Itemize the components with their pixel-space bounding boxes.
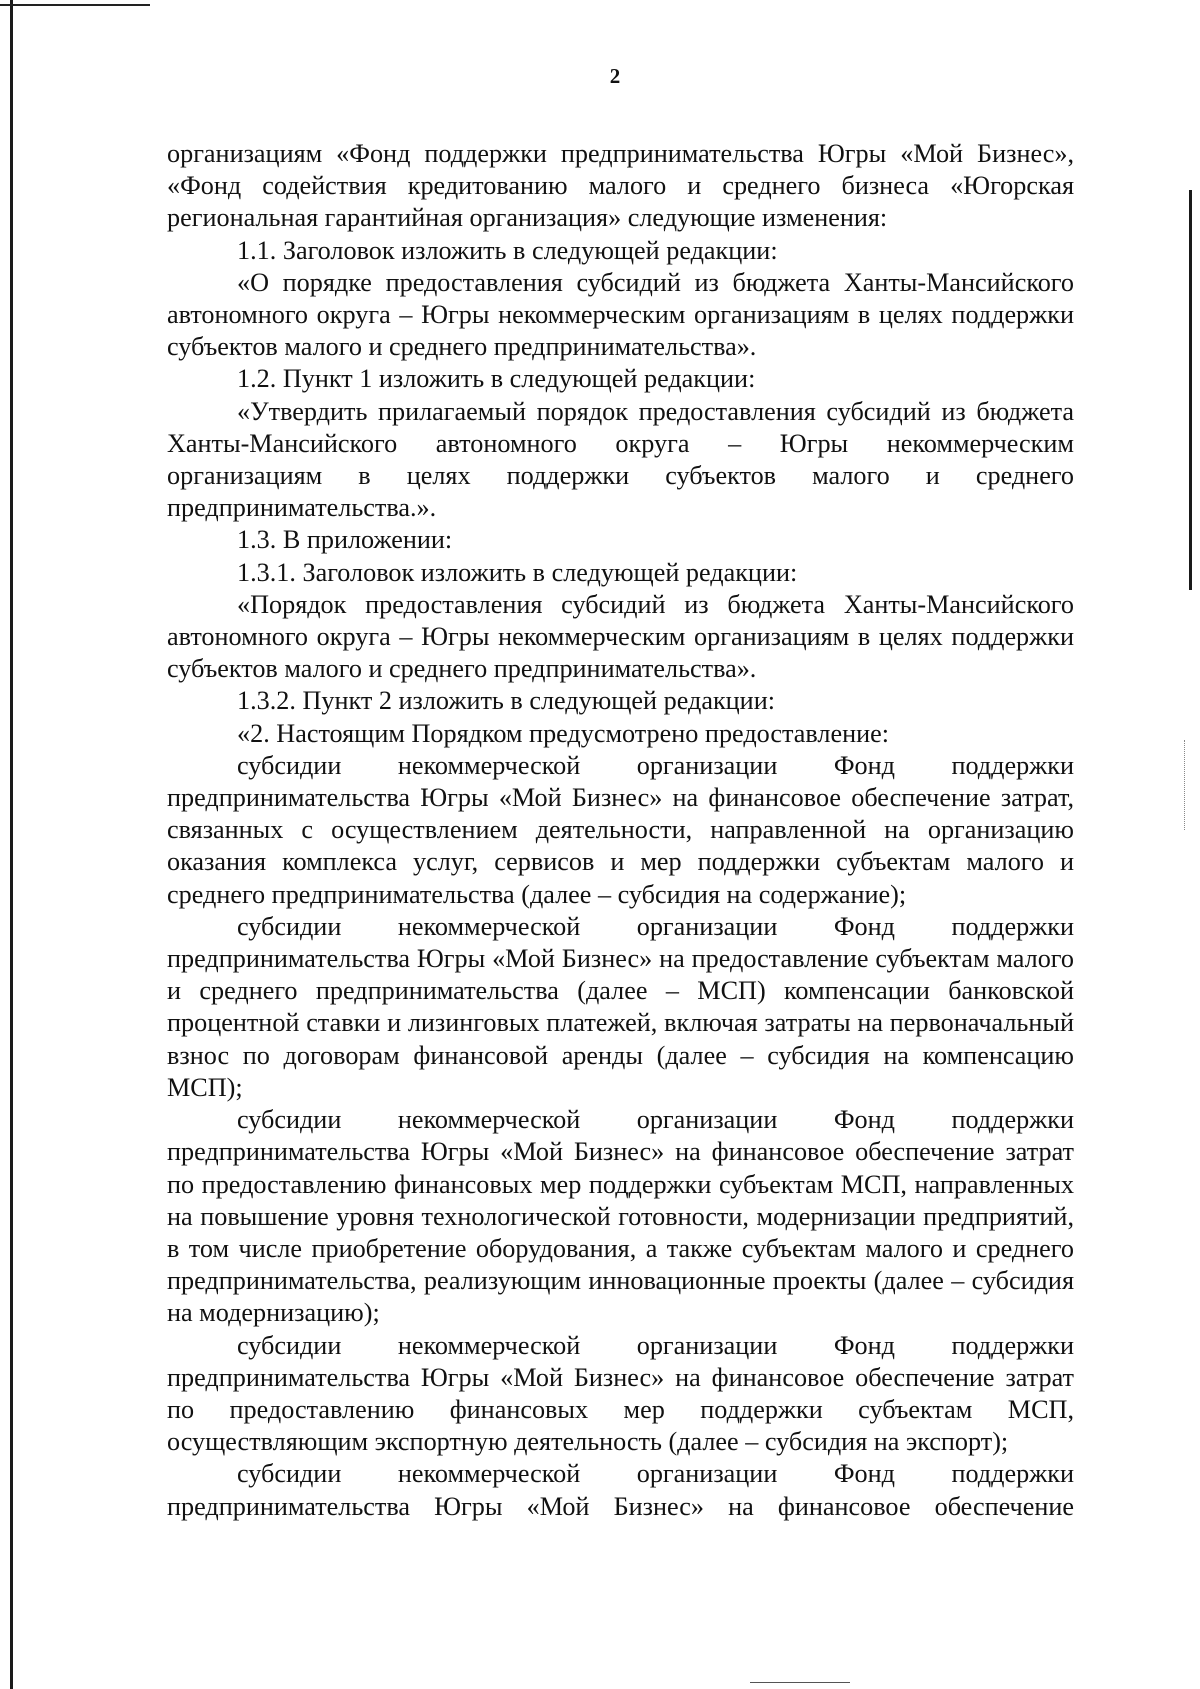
scan-edge-left [10, 0, 13, 1689]
paragraph: 1.3.2. Пункт 2 изложить в следующей редакции: [237, 686, 775, 716]
scan-dots-right [1184, 740, 1186, 830]
paragraph: 1.1. Заголовок изложить в следующей редакции: [237, 235, 778, 265]
paragraph: субсидии некоммерческой организации Фонд поддержки предпринимательства Югры «Мой Бизнес» на финансовое обеспечение затрат по предоставлению финансовых мер поддержки субъектам МСП, осуществляющим экспортную деятельность (далее – субсидия на экспорт); [167, 1330, 1074, 1457]
paragraph: организациям «Фонд поддержки предпринимательства Югры «Мой Бизнес», «Фонд содействия кредитованию малого и среднего бизнеса «Югорская региональная гарантийная организация» следующие изменения: [167, 139, 1074, 233]
paragraph: «Утвердить прилагаемый порядок предоставления субсидий из бюджета Ханты-Мансийского автономного округа – Югры некоммерческим организациям в целях поддержки субъектов малого и среднего предпринимательства.». [167, 396, 1074, 523]
paragraph: субсидии некоммерческой организации Фонд поддержки предпринимательства Югры «Мой Бизнес» на финансовое обеспечение затрат по предоставлению финансовых мер поддержки субъектам МСП, направленных на повышение уровня технологической готовности, модернизации предприятий, в том числе приобретение оборудования, а также субъектам малого и среднего предпринимательства, реализующим инновационные проекты (далее – субсидия на модернизацию); [167, 1105, 1074, 1328]
scan-bottom-line [750, 1682, 850, 1683]
paragraph: «2. Настоящим Порядком предусмотрено предоставление: [237, 718, 890, 748]
paragraph: 1.3.1. Заголовок изложить в следующей редакции: [237, 557, 798, 587]
scan-edge-right [1189, 190, 1192, 590]
paragraph: «О порядке предоставления субсидий из бюджета Ханты-Мансийского автономного округа – Югры некоммерческим организациям в целях поддержки субъектов малого и среднего предпринимательства». [167, 267, 1074, 362]
page-number: 2 [609, 64, 621, 88]
scan-top-line [0, 4, 150, 6]
paragraph: 1.2. Пункт 1 изложить в следующей редакции: [237, 364, 756, 394]
paragraph: 1.3. В приложении: [237, 525, 453, 555]
document-body [167, 138, 1074, 1523]
paragraph: субсидии некоммерческой организации Фонд поддержки предпринимательства Югры «Мой Бизнес» на предоставление субъектам малого и среднего предпринимательства (далее – МСП) компенсации банковской процентной ставки и лизинговых платежей, включая затраты на первоначальный взнос по договорам финансовой аренды (далее – субсидия на компенсацию МСП); [167, 911, 1074, 1102]
paragraph: субсидии некоммерческой организации Фонд поддержки предпринимательства Югры «Мой Бизнес» на финансовое обеспечение [167, 1459, 1074, 1521]
paragraph: «Порядок предоставления субсидий из бюджета Ханты-Мансийского автономного округа – Югры некоммерческим организациям в целях поддержки субъектов малого и среднего предпринимательства». [167, 589, 1074, 684]
paragraph: субсидии некоммерческой организации Фонд поддержки предпринимательства Югры «Мой Бизнес» на финансовое обеспечение затрат, связанных с осуществлением деятельности, направленной на организацию оказания комплекса услуг, сервисов и мер поддержки субъектам малого и среднего предпринимательства (далее – субсидия на содержание); [167, 750, 1074, 909]
